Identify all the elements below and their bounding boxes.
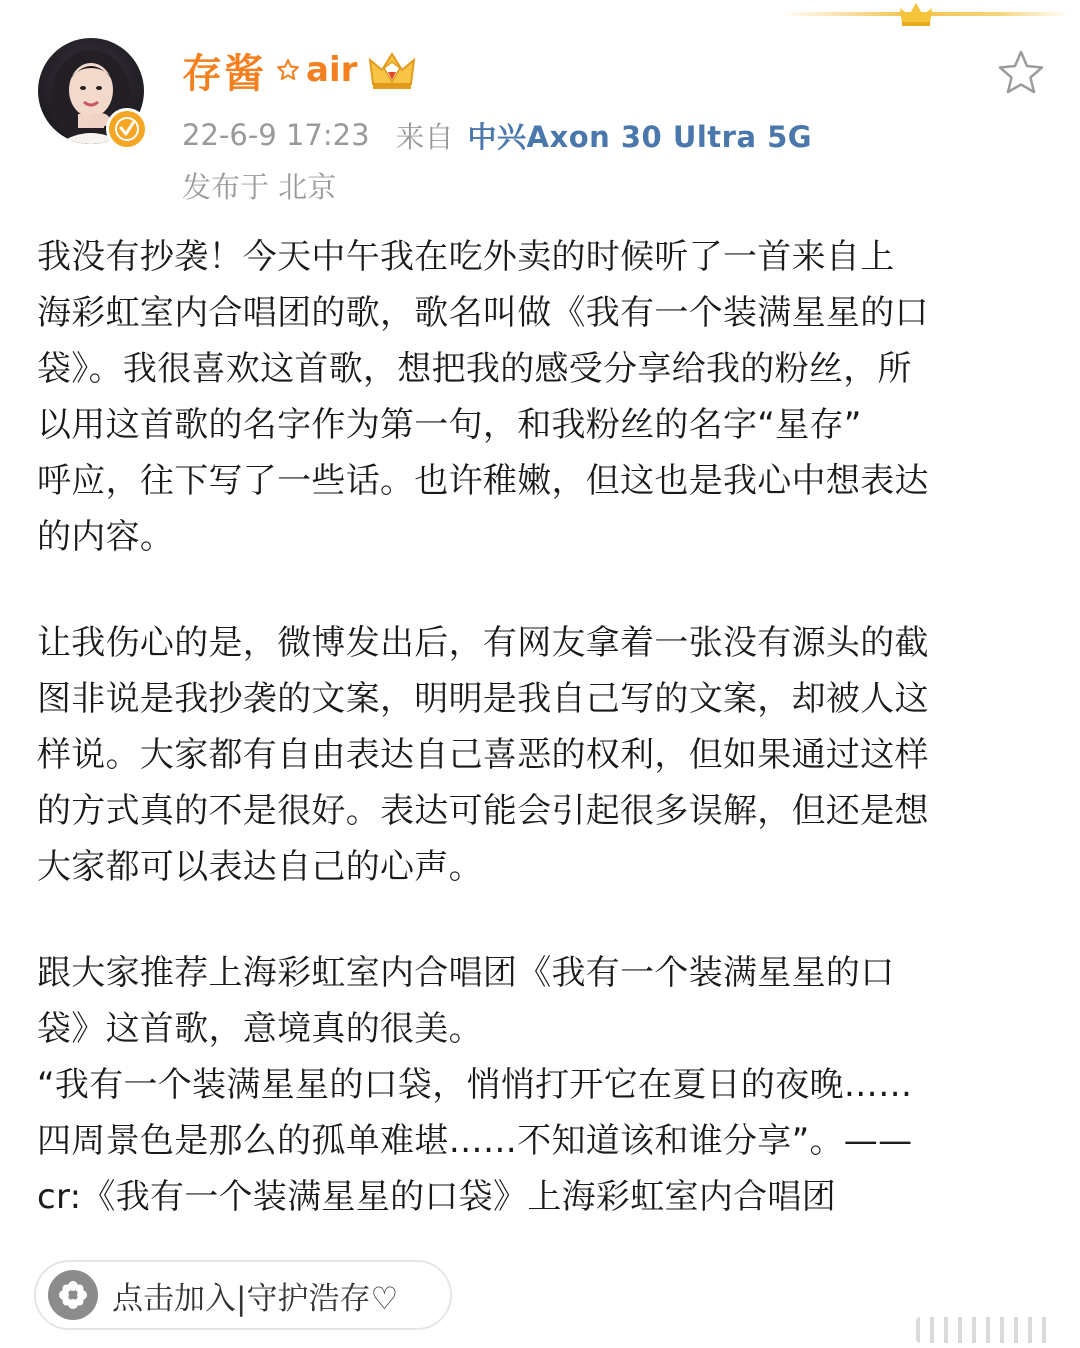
verified-badge-icon <box>106 108 148 150</box>
topic-join-label: 点击加入|守护浩存♡ <box>112 1280 399 1317</box>
post-timestamp: 22-6-9 17:23 <box>182 118 370 152</box>
star-icon <box>276 58 300 82</box>
crown-icon[interactable] <box>367 48 417 92</box>
content-line: 让我伤心的是，微博发出后，有网友拿着一张没有源头的截 <box>37 623 929 663</box>
home-indicator <box>916 1317 1056 1343</box>
banner-crown-icon <box>898 0 934 28</box>
content-line: 大家都可以表达自己的心声。 <box>37 847 483 887</box>
post-location: 发布于 北京 <box>182 169 337 204</box>
vip-label: air <box>306 50 358 90</box>
author-row <box>182 42 417 98</box>
post-meta <box>182 110 812 160</box>
flower-icon <box>48 1270 98 1320</box>
paragraph-gap <box>37 895 1047 945</box>
content-line: 袋》这首歌，意境真的很美。 <box>37 1009 483 1049</box>
content-line: 的内容。 <box>37 517 175 557</box>
content-line: 海彩虹室内合唱团的歌，歌名叫做《我有一个装满星星的口 <box>37 293 929 333</box>
source-prefix: 来自 <box>395 119 454 154</box>
favorite-star-icon[interactable] <box>996 48 1046 98</box>
author-name[interactable]: 存酱 <box>182 50 266 97</box>
paragraph-gap <box>37 565 1047 615</box>
device-link[interactable]: 中兴Axon 30 Ultra 5G <box>467 119 813 154</box>
content-line: 呼应，往下写了一些话。也许稚嫩，但这也是我心中想表达 <box>37 461 929 501</box>
content-line: 跟大家推荐上海彩虹室内合唱团《我有一个装满星星的口 <box>37 953 895 993</box>
content-line: cr:《我有一个装满星星的口袋》上海彩虹室内合唱团 <box>37 1177 837 1217</box>
post-content <box>37 229 1047 1225</box>
content-line: 样说。大家都有自由表达自己喜恶的权利，但如果通过这样 <box>37 735 929 775</box>
topic-join-button[interactable] <box>34 1260 452 1330</box>
content-line: 袋》。我很喜欢这首歌，想把我的感受分享给我的粉丝，所 <box>37 349 912 389</box>
content-line: 四周景色是那么的孤单难堪……不知道该和谁分享”。—— <box>37 1121 913 1161</box>
content-line: 图非说是我抄袭的文案，明明是我自己写的文案，却被人这 <box>37 679 929 719</box>
content-line: 我没有抄袭！今天中午我在吃外卖的时候听了一首来自上 <box>37 237 895 277</box>
content-line: 以用这首歌的名字作为第一句，和我粉丝的名字“星存” <box>37 405 862 445</box>
content-line: “我有一个装满星星的口袋，悄悄打开它在夏日的夜晚…… <box>37 1065 913 1105</box>
content-line: 的方式真的不是很好。表达可能会引起很多误解，但还是想 <box>37 791 929 831</box>
